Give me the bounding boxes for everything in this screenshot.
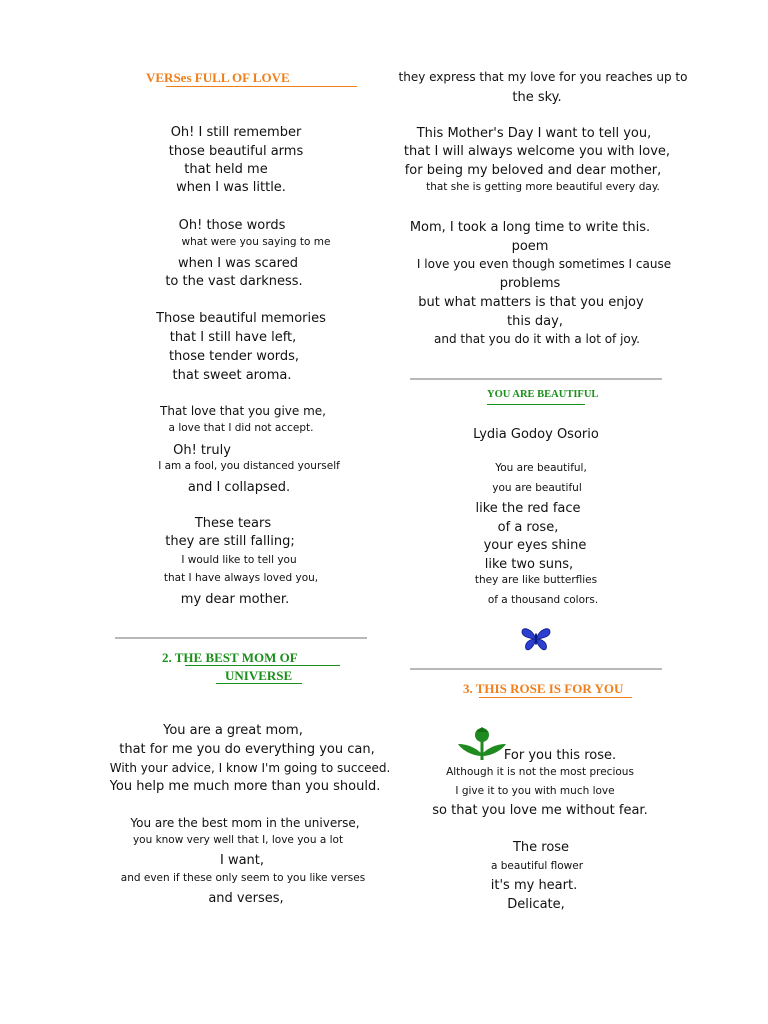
poem1-line: that I have always loved you, <box>163 572 319 584</box>
poem1-line: that held me <box>184 162 268 177</box>
poem-beautiful-line: you are beautiful <box>492 482 582 494</box>
poem-beautiful-line: of a rose, <box>497 520 559 535</box>
poem1-line: those tender words, <box>168 349 300 364</box>
poem2-title-line2: UNIVERSE <box>225 668 293 683</box>
poem3-line: a beautiful flower <box>490 860 584 872</box>
poem1-cont-line: that she is getting more beautiful every day. <box>426 181 660 193</box>
poem1-line: that sweet aroma. <box>172 368 292 383</box>
poem2-title-underline <box>185 665 340 666</box>
poem2-line: With your advice, I know I'm going to succeed. <box>109 761 391 775</box>
poem3-line: so that you love me without fear. <box>432 803 648 818</box>
poem1-cont-line: this day, <box>507 314 563 329</box>
poem1-cont-line: and that you do it with a lot of joy. <box>434 332 640 346</box>
poem1-line: Those beautiful memories <box>156 311 326 326</box>
poem1-cont-line: Mom, I took a long time to write this. <box>409 220 651 235</box>
poem1-line: These tears <box>194 516 272 531</box>
poem3-line: For you this rose. <box>503 748 617 763</box>
poem-beautiful-line: of a thousand colors. <box>487 594 599 606</box>
poem1-cont-line: problems <box>499 276 561 291</box>
flower-icon <box>456 726 508 762</box>
poem1-line: that I still have left, <box>169 330 297 345</box>
poem1-line: what were you saying to me <box>181 236 331 248</box>
poem1-line: they are still falling; <box>165 534 295 549</box>
poem-beautiful-line: You are beautiful, <box>495 462 587 474</box>
poem1-line: when I was scared <box>178 256 298 271</box>
poem2-line: You are a great mom, <box>163 723 303 738</box>
poem2-title: 2. THE BEST MOM OF <box>162 650 298 665</box>
poem1-line: Oh! truly <box>173 443 231 458</box>
poem2-line: You are the best mom in the universe, <box>130 816 360 830</box>
poem1-line: Oh! I still remember <box>170 125 302 140</box>
section-divider <box>410 378 662 380</box>
poem1-line: That love that you give me, <box>160 404 326 418</box>
poem2-line: and verses, <box>208 891 284 906</box>
poem1-line: to the vast darkness. <box>165 274 303 289</box>
poem2-line: you know very well that I, love you a lot <box>132 834 344 846</box>
poem1-line: my dear mother. <box>180 592 290 607</box>
poem-beautiful-line: your eyes shine <box>483 538 587 553</box>
poem1-cont-line: they express that my love for you reaches up to <box>398 70 688 84</box>
poem-beautiful-line: like two suns, <box>484 557 574 572</box>
poem1-cont-line: This Mother's Day I want to tell you, <box>416 126 652 141</box>
poem1-cont-line: for being my beloved and dear mother, <box>404 163 662 178</box>
poem1-cont-line: that I will always welcome you with love, <box>403 144 671 159</box>
poem1-title-underline <box>166 86 357 87</box>
poem1-line: I would like to tell you <box>181 554 297 566</box>
poem2-line: and even if these only seem to you like verses <box>120 872 366 884</box>
poem3-title-underline <box>479 697 632 698</box>
poem1-cont-line: poem <box>511 239 549 254</box>
poem1-cont-line: I love you even though sometimes I cause <box>416 257 672 271</box>
poem1-title: VERSes FULL OF LOVE <box>146 70 290 85</box>
butterfly-icon <box>520 626 552 652</box>
poem3-line: it's my heart. <box>490 878 578 893</box>
poem-beautiful-author: Lydia Godoy Osorio <box>473 427 599 442</box>
poem-beautiful-line: like the red face <box>475 501 581 516</box>
poem1-line: a love that I did not accept. <box>168 422 314 434</box>
poem1-line: Oh! those words <box>178 218 286 233</box>
poem-beautiful-title-underline <box>487 404 585 405</box>
poem1-line: when I was little. <box>176 180 286 195</box>
poem1-cont-line: but what matters is that you enjoy <box>418 295 644 310</box>
poem3-line: The rose <box>512 840 570 855</box>
poem1-line: those beautiful arms <box>168 144 304 159</box>
poem1-line: and I collapsed. <box>187 480 291 495</box>
poem2-line: You help me much more than you should. <box>109 779 381 794</box>
poem2-line: that for me you do everything you can, <box>119 742 375 757</box>
poem3-line: Delicate, <box>507 897 565 912</box>
section-divider <box>115 637 367 639</box>
poem1-line: I am a fool, you distanced yourself <box>158 460 340 472</box>
poem-beautiful-line: they are like butterflies <box>474 574 598 586</box>
poem-beautiful-title: YOU ARE BEAUTIFUL <box>487 389 599 400</box>
poem3-line: Although it is not the most precious <box>446 766 634 778</box>
poem3-line: I give it to you with much love <box>455 785 615 797</box>
poem1-cont-line: the sky. <box>512 90 562 105</box>
poem3-title: 3. THIS ROSE IS FOR YOU <box>463 681 624 696</box>
poem2-title-line2-underline <box>216 683 302 684</box>
section-divider <box>410 668 662 670</box>
poem2-line: I want, <box>219 853 265 868</box>
